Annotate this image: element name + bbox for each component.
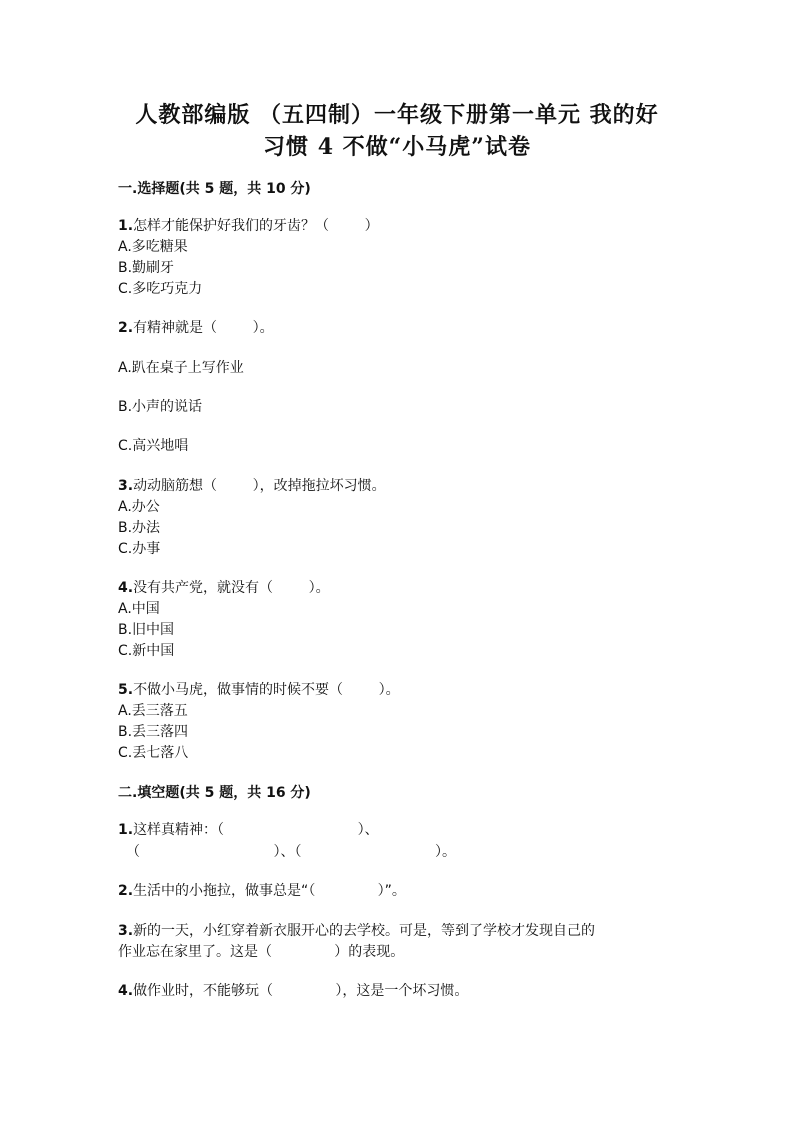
option-b: B.勤刷牙: [118, 260, 175, 276]
option-b: B.小声的说话: [118, 399, 203, 415]
question-number: 2.: [118, 320, 134, 336]
option-a: A.丢三落五: [118, 703, 188, 719]
section-heading-choice: 一.选择题(共 5 题，共 10 分): [118, 181, 311, 197]
option-a: A.多吃糖果: [118, 239, 188, 255]
option-a: A.中国: [118, 601, 160, 617]
option-c: C.多吃巧克力: [118, 281, 203, 297]
question-number: 2.: [118, 883, 134, 899]
question-text-continued: （ ）、（ ）。: [126, 844, 457, 860]
question-number: 5.: [118, 682, 134, 698]
question-text: 有精神就是（ ）。: [133, 320, 274, 336]
option-c: C.新中国: [118, 643, 175, 659]
fill-question: [118, 921, 595, 941]
option-a: A.趴在桌子上写作业: [118, 360, 244, 376]
question-stem: [118, 216, 379, 236]
option-c: C.办事: [118, 541, 161, 557]
question-number: 1.: [118, 218, 134, 234]
question-number: 4.: [118, 580, 134, 596]
question-stem: [118, 680, 400, 700]
question-number: 3.: [118, 478, 134, 494]
question-text: 动动脑筋想（ ），改掉拖拉坏习惯。: [133, 478, 386, 494]
question-text: 不做小马虎，做事情的时候不要（ ）。: [133, 682, 400, 698]
question-number: 4.: [118, 983, 134, 999]
section-heading-fill: 二.填空题(共 5 题，共 16 分): [118, 785, 311, 801]
fill-question: [118, 981, 468, 1001]
option-c: C.高兴地唱: [118, 438, 189, 454]
question-text: 新的一天，小红穿着新衣服开心的去学校。可是，等到了学校才发现自己的: [133, 923, 596, 939]
question-text-continued: 作业忘在家里了。这是（ ）的表现。: [118, 944, 405, 960]
option-b: B.旧中国: [118, 622, 175, 638]
question-text: 没有共产党，就没有（ ）。: [133, 580, 330, 596]
title-line-2: 习惯 4 不做“小马虎”试卷: [263, 134, 531, 160]
option-c: C.丢七落八: [118, 745, 189, 761]
fill-question: [118, 820, 379, 840]
fill-question: [118, 881, 406, 901]
option-b: B.办法: [118, 520, 161, 536]
question-number: 1.: [118, 822, 134, 838]
question-text: 做作业时，不能够玩（ ），这是一个坏习惯。: [133, 983, 469, 999]
question-stem: [118, 476, 386, 496]
title-line-1: 人教部编版 （五四制）一年级下册第一单元 我的好: [135, 102, 659, 128]
question-number: 3.: [118, 923, 134, 939]
question-text: 这样真精神：（ ）、: [133, 822, 379, 838]
question-stem: [118, 318, 274, 338]
option-b: B.丢三落四: [118, 724, 189, 740]
question-stem: [118, 578, 330, 598]
question-text: 生活中的小拖拉，做事总是“（ ）”。: [133, 883, 406, 899]
question-text: 怎样才能保护好我们的牙齿？（ ）: [133, 218, 379, 234]
option-a: A.办公: [118, 499, 160, 515]
